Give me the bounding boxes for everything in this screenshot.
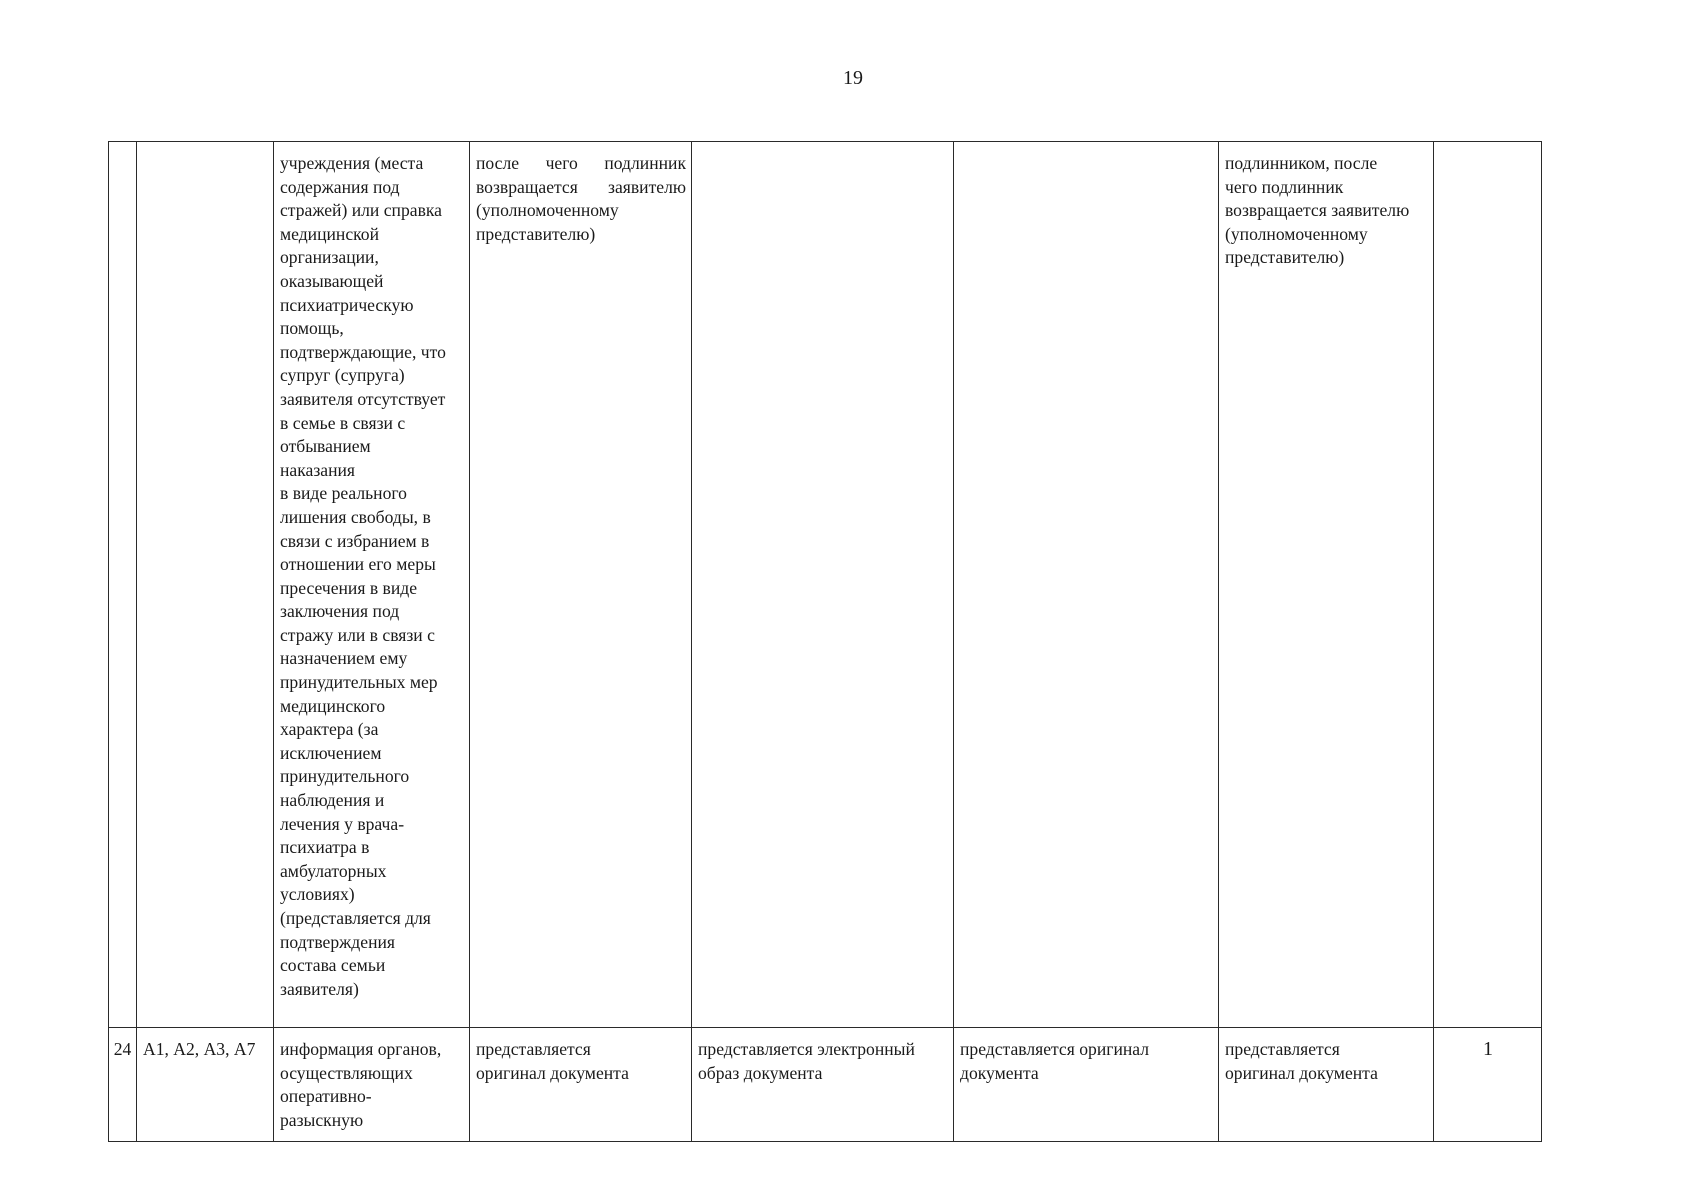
table-cell-submission-in-person: после чего подлинник возвращается заявителю (уполномоченному представителю) (470, 142, 692, 1028)
table-cell-submission-electronic: представляется электронный образ документа (692, 1028, 954, 1142)
table-cell-applicant-codes: А1, А2, А3, А7 (137, 1028, 274, 1142)
table-cell-submission-mail: представляется оригинал документа (954, 1028, 1219, 1142)
table-cell-submission-in-person: представляется оригинал документа (470, 1028, 692, 1142)
table-cell-submission-electronic (692, 142, 954, 1028)
table-cell-count: 1 (1434, 1028, 1542, 1142)
document-table (108, 141, 1542, 1142)
table-cell-number (109, 142, 137, 1028)
table-cell-count (1434, 142, 1542, 1028)
table-row (109, 142, 1542, 1028)
table-cell-submission-mail (954, 142, 1219, 1028)
table-cell-document-description: информация органов, осуществляющих оперативно- разыскную (274, 1028, 470, 1142)
table-cell-submission-mfc: представляется оригинал документа (1219, 1028, 1434, 1142)
table-cell-number: 24 (109, 1028, 137, 1142)
table-cell-submission-mfc: подлинником, после чего подлинник возвращается заявителю (уполномоченному представителю) (1219, 142, 1434, 1028)
table-cell-applicant-codes (137, 142, 274, 1028)
table-cell-document-description: учреждения (места содержания под стражей) или справка медицинской организации, оказывающей психиатрическую помощь, подтверждающие, что супруг (супруга) заявителя отсутствует в семье в связи с отбыванием наказания в виде реального лишения свободы, в связи с избранием в отношении его меры пресечения в виде заключения под стражу или в связи с назначением ему принудительных мер медицинского характера (за исключением принудительного наблюдения и лечения у врача- психиатра в амбулаторных условиях) (представляется для подтверждения состава семьи заявителя) (274, 142, 470, 1028)
table-row (109, 1028, 1542, 1142)
page-number: 19 (843, 67, 863, 89)
